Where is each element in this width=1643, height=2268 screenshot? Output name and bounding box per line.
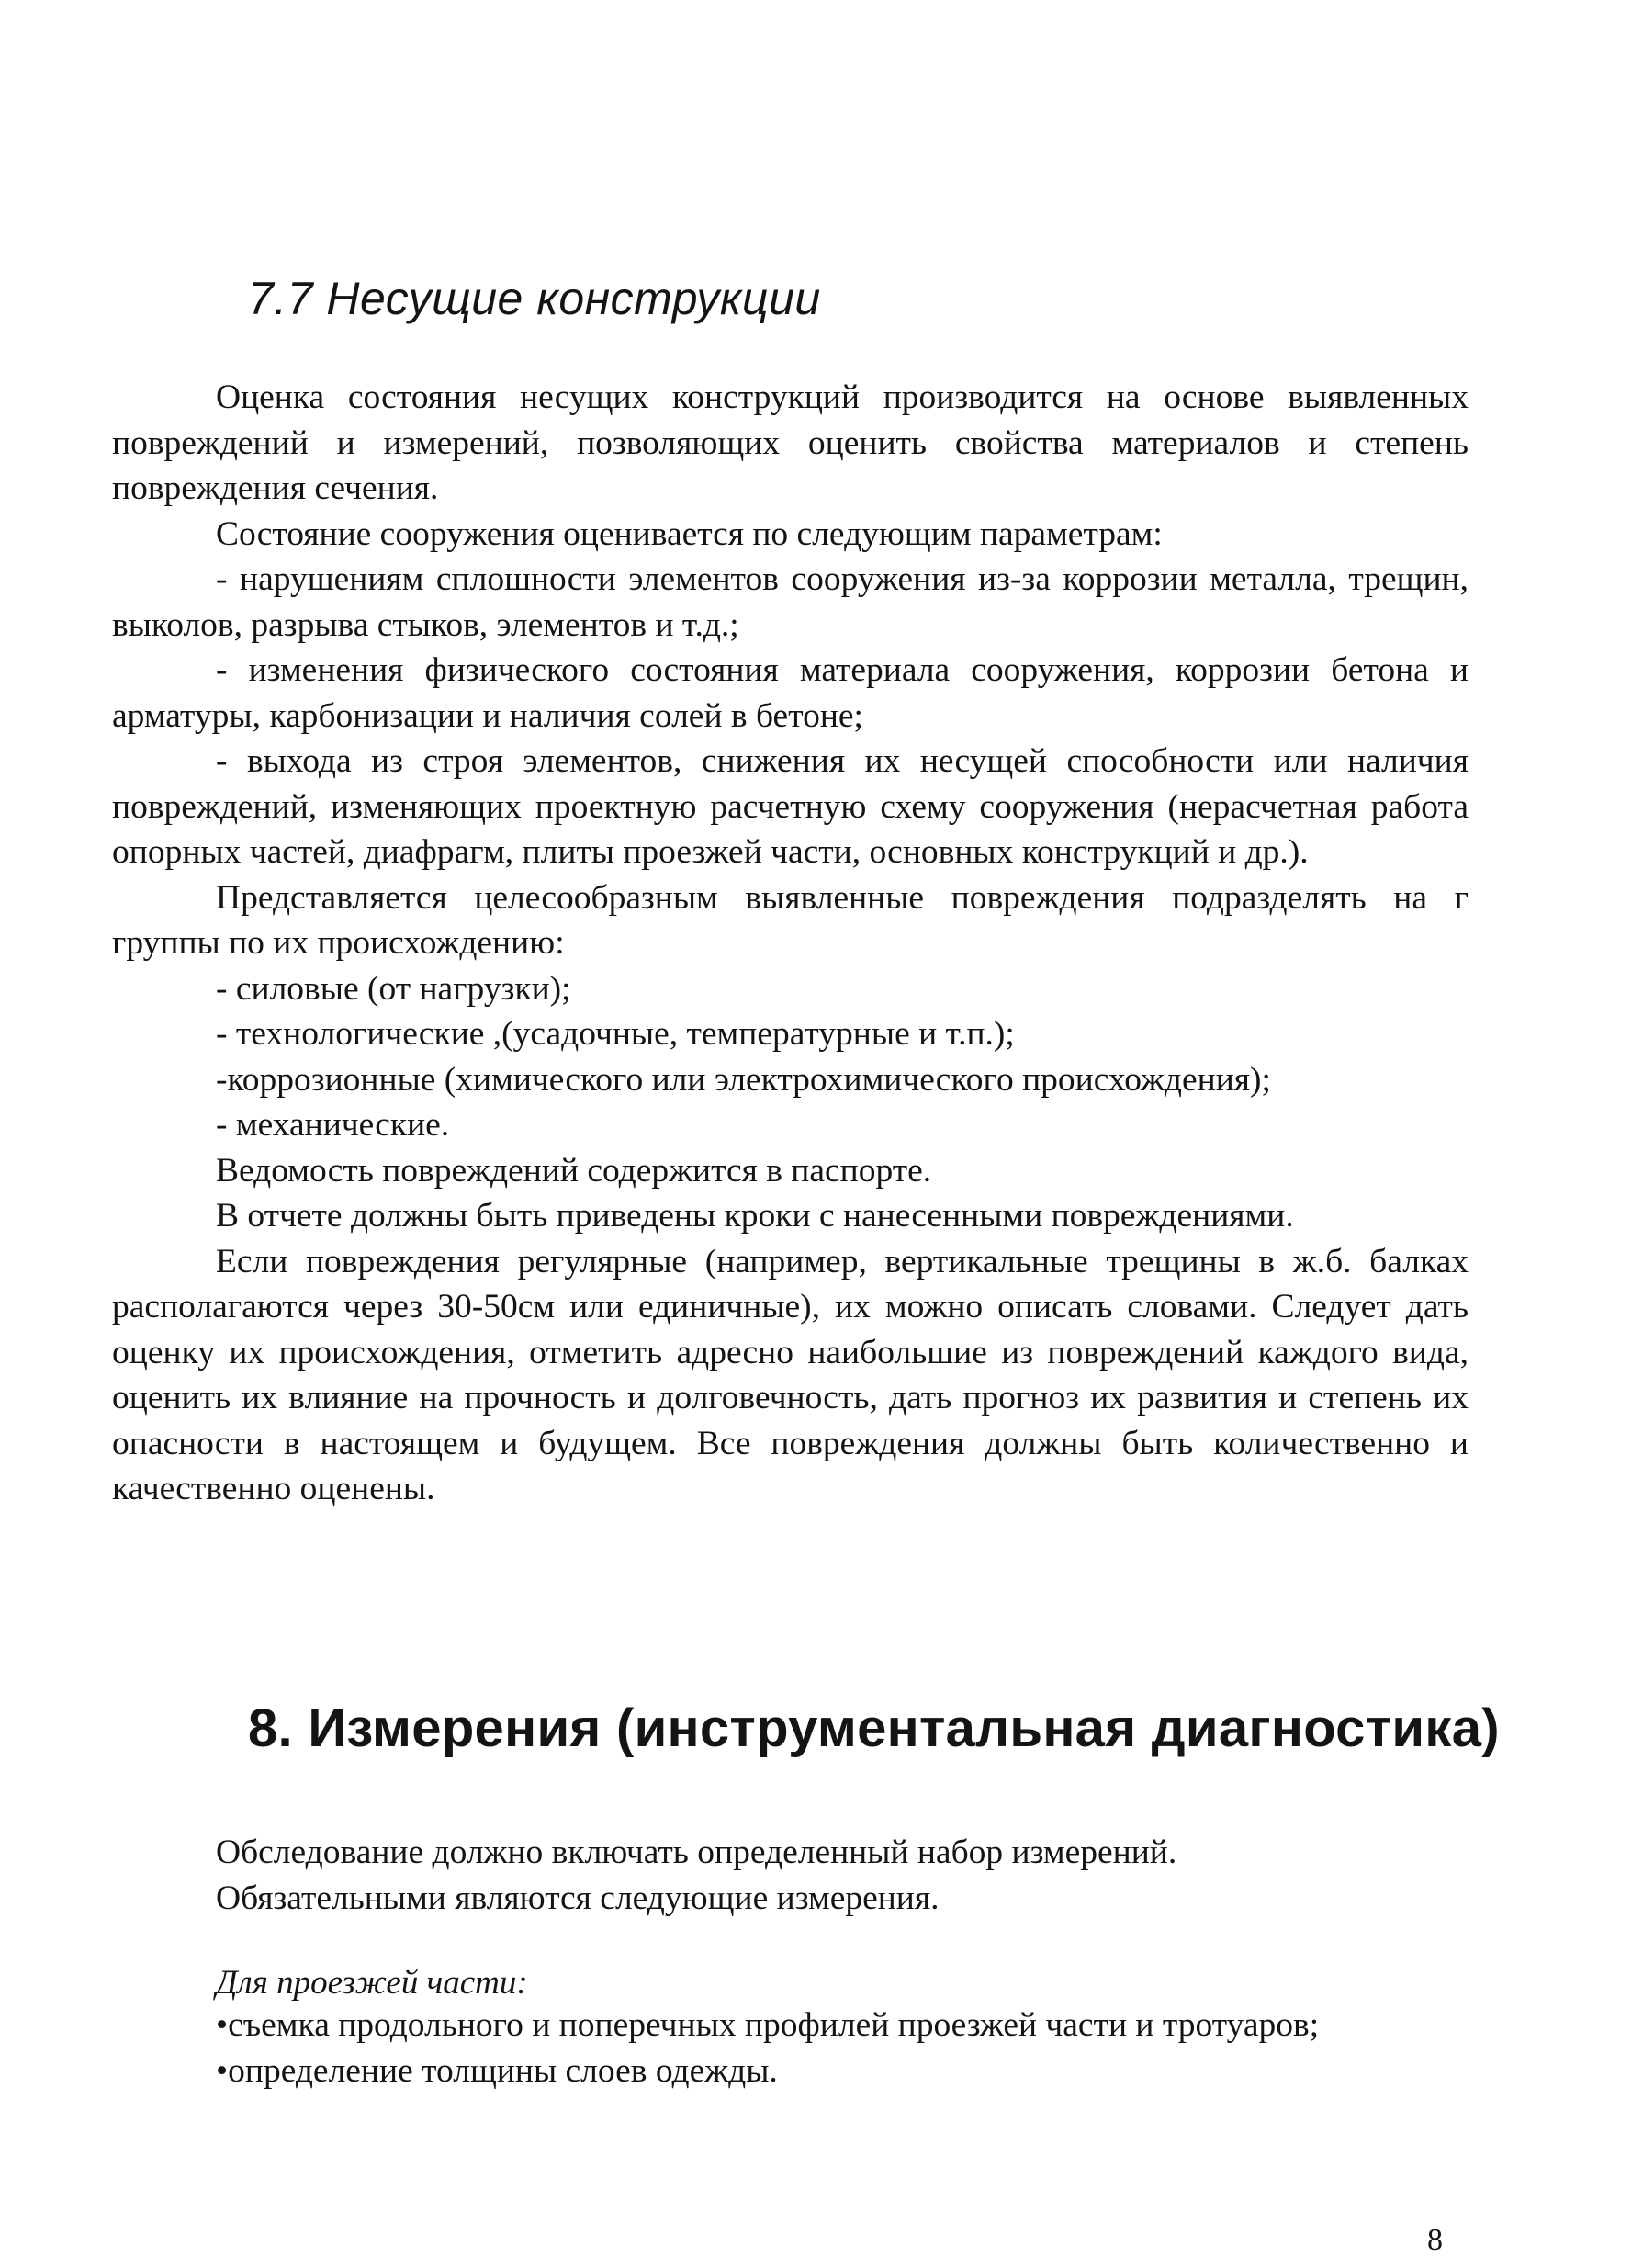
list-item: - выхода из строя элементов, снижения их несущей способности или наличия повреждений, изменяющих проектную расчетную схему сооружения (нерасчетная работа опорных частей, диафрагм, плиты проезжей части, основных конструкций и др.). <box>112 742 1469 871</box>
paragraph: Обязательными являются следующие измерения. <box>216 1879 940 1917</box>
list-item: •съемка продольного и поперечных профилей проезжей части и тротуаров; <box>216 2006 1320 2044</box>
list-item: •определение толщины слоев одежды. <box>216 2051 778 2090</box>
paragraph: Представляется целесообразным выявленные повреждения подразделять на г группы по их происхождению: <box>112 878 1469 962</box>
list-item: - изменения физического состояния материала сооружения, коррозии бетона и арматуры, карбонизации и наличия солей в бетоне; <box>112 651 1469 735</box>
paragraph: Если повреждения регулярные (например, вертикальные трещины в ж.б. балках располагаются через 30-50см или единичные), их можно описать словами. Следует дать оценку их происхождения, отметить адресно наибольшие из повреждений каждого вида, оценить их влияние на прочность и долговечность, дать прогноз их развития и степень их опасности в настоящем и будущем. Все повреждения должны быть количественно и качественно оценены. <box>112 1242 1469 1507</box>
list-item: - механические. <box>216 1106 450 1144</box>
paragraph: В отчете должны быть приведены кроки с нанесенными повреждениями. <box>216 1197 1294 1235</box>
section-7-7-body <box>112 375 1469 1512</box>
page-number: 8 <box>1427 2223 1443 2257</box>
list-item: -коррозионные (химического или электрохимического происхождения); <box>216 1060 1271 1099</box>
list-item: - технологические ,(усадочные, температурные и т.п.); <box>216 1015 1015 1053</box>
section-8-title: 8. Измерения (инструментальная диагностика) <box>248 1698 1500 1758</box>
paragraph: Ведомость повреждений содержится в паспорте. <box>216 1151 932 1190</box>
section-8-body <box>112 1830 1469 2093</box>
paragraph: Оценка состояния несущих конструкций производится на основе выявленных повреждений и измерений, позволяющих оценить свойства материалов и степень повреждения сечения. <box>112 378 1469 507</box>
section-7-7-title: 7.7 Несущие конструкции <box>248 273 821 324</box>
list-item: - нарушениям сплошности элементов сооружения из-за коррозии металла, трещин, выколов, разрыва стыков, элементов и т.д.; <box>112 560 1469 644</box>
paragraph: Состояние сооружения оценивается по следующим параметрам: <box>216 514 1163 553</box>
list-item: - силовые (от нагрузки); <box>216 969 571 1008</box>
subheading: Для проезжей части: <box>216 1964 528 2002</box>
paragraph: Обследование должно включать определенный набор измерений. <box>216 1834 1177 1871</box>
